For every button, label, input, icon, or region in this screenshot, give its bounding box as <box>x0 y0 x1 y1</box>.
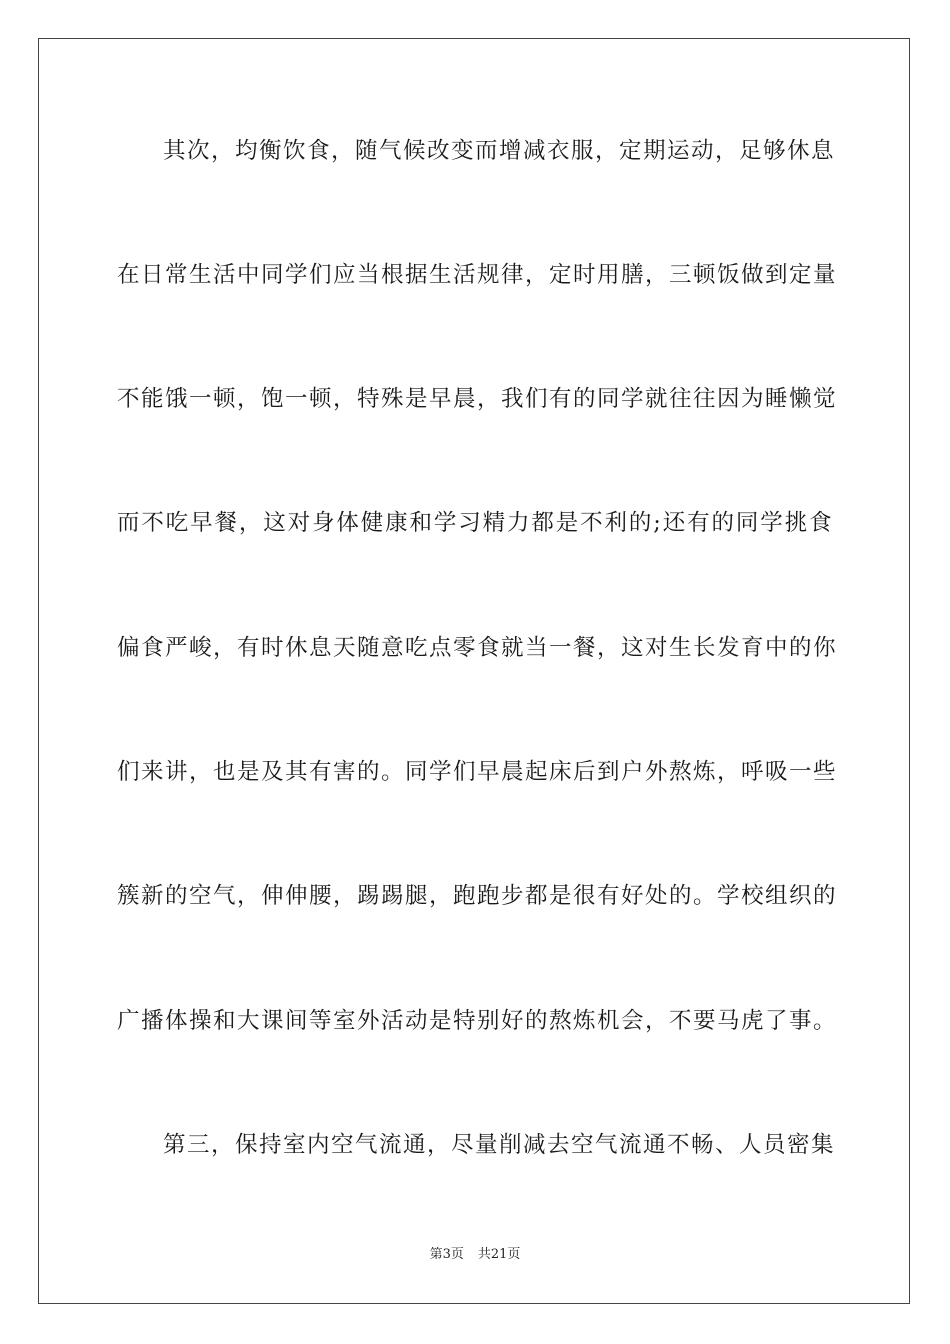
total-pages-label: 共21页 <box>477 1247 521 1262</box>
page-footer <box>0 1246 950 1264</box>
paragraph-line-1: 其次，均衡饮食，随气候改变而增减衣服，定期运动，足够休息 <box>163 138 836 164</box>
paragraph-line-3: 不能饿一顿，饱一顿，特殊是早晨，我们有的同学就往往因为睡懒觉 <box>117 386 838 412</box>
page-border <box>38 38 910 1304</box>
paragraph-line-5: 偏食严峻，有时休息天随意吃点零食就当一餐，这对生长发育中的你 <box>117 635 838 661</box>
paragraph-line-8: 广播体操和大课间等室外活动是特别好的熬炼机会，不要马虎了事。 <box>117 1008 838 1034</box>
paragraph-line-2: 在日常生活中同学们应当根据生活规律，定时用膳，三顿饭做到定量 <box>117 262 838 288</box>
current-page-label: 第3页 <box>429 1247 464 1262</box>
paragraph-line-9: 第三，保持室内空气流通，尽量削减去空气流通不畅、人员密集 <box>163 1132 836 1158</box>
paragraph-line-4: 而不吃早餐，这对身体健康和学习精力都是不利的;还有的同学挑食 <box>117 510 833 536</box>
paragraph-line-6: 们来讲，也是及其有害的。同学们早晨起床后到户外熬炼，呼吸一些 <box>117 759 838 785</box>
paragraph-line-7: 簇新的空气，伸伸腰，踢踢腿，跑跑步都是很有好处的。学校组织的 <box>117 883 838 909</box>
